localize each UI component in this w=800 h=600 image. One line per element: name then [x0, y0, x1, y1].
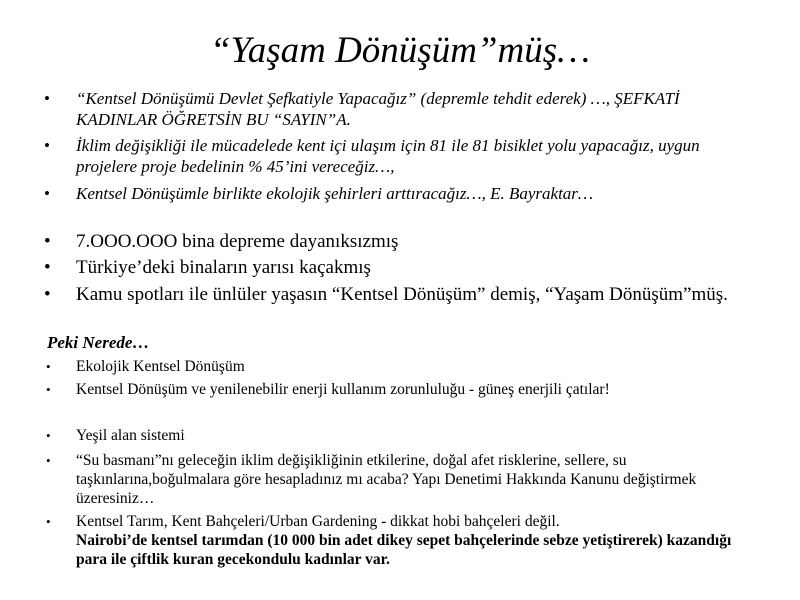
- bullet-icon: •: [46, 359, 51, 374]
- list-item-text-bold: Nairobi’de kentsel tarımdan (10 000 bin adet dikey sepet bahçelerinde sebze yetiştirerek) kazandığı para ile çiftlik kuran gecekondulu kadınlar var.: [76, 532, 732, 568]
- bullet-icon: •: [44, 257, 51, 278]
- bullet-icon: •: [46, 382, 51, 397]
- section-subheading: Peki Nerede…: [47, 333, 150, 352]
- list-item-text: Kentsel Dönüşümle birlikte ekolojik şehirleri arttıracağız…, E. Bayraktar…: [76, 184, 594, 203]
- list-item-text: 7.OOO.OOO bina depreme dayanıksızmış: [76, 231, 399, 252]
- bullet-icon: •: [44, 89, 50, 108]
- slide-title: “Yaşam Dönüşüm”müş…: [209, 30, 591, 71]
- bullet-icon: •: [44, 284, 51, 305]
- list-item-text: Kentsel Dönüşüm ve yenilenebilir enerji kullanım zorunluluğu - güneş enerjili çatılar!: [76, 381, 610, 398]
- list-item-text: Yeşil alan sistemi: [76, 427, 185, 444]
- bullet-icon: •: [44, 136, 50, 155]
- bullet-icon: •: [46, 428, 51, 443]
- list-item-text: Ekolojik Kentsel Dönüşüm: [76, 358, 245, 375]
- bullet-icon: •: [46, 453, 51, 468]
- list-item-text: Kamu spotları ile ünlüler yaşasın “Kentsel Dönüşüm” demiş, “Yaşam Dönüşüm”müş.: [76, 284, 728, 305]
- list-item-text: Türkiye’deki binaların yarısı kaçakmış: [76, 257, 371, 278]
- list-item-text: “Kentsel Dönüşümü Devlet Şefkatiyle Yapacağız” (depremle tehdit ederek) …, ŞEFKATİ KADINLAR ÖĞRETSİN BU “SAYIN”A.: [76, 89, 680, 129]
- list-item-text: İklim değişikliği ile mücadelede kent içi ulaşım için 81 ile 81 bisiklet yolu yapacağız, uygun projelere proje bedelinin % 45’ini vereceğiz…,: [76, 136, 700, 176]
- bullet-icon: •: [44, 184, 50, 203]
- list-item-text: “Su basmanı”nı geleceğin iklim değişikliğinin etkilerine, doğal afet risklerine, sellere, su taşkınlarına,boğulmalara göre hesapladınız mı acaba? Yapı Denetimi Hakkında Kanunu değiştirmek üzeresiniz…: [76, 452, 697, 507]
- list-item-text-plain: Kentsel Tarım, Kent Bahçeleri/Urban Gardening - dikkat hobi bahçeleri değil.: [76, 513, 560, 530]
- bullet-icon: •: [46, 514, 51, 529]
- bullet-icon: •: [44, 231, 51, 252]
- list-item-text: [76, 512, 766, 569]
